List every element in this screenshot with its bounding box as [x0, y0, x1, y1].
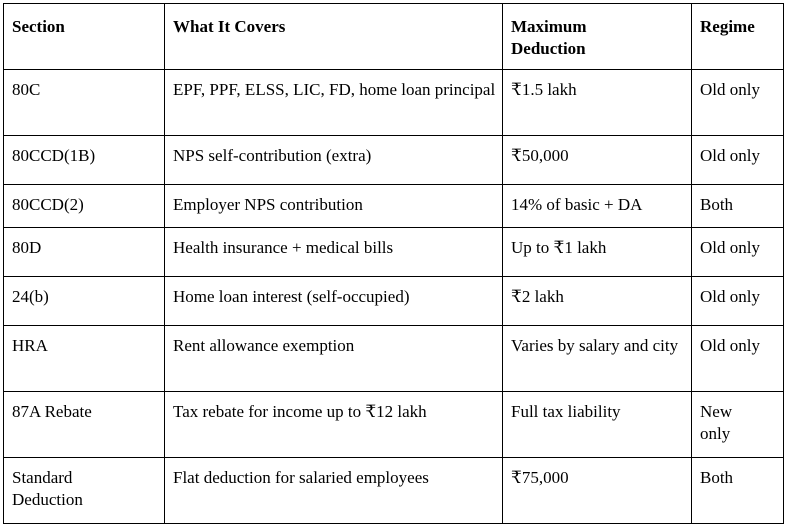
cell-section: 80CCD(2) — [4, 185, 165, 228]
cell-regime: Old only — [692, 326, 784, 392]
table-row — [4, 458, 784, 524]
cell-regime: Both — [692, 458, 784, 524]
cell-covers: Home loan interest (self-occupied) — [165, 277, 503, 326]
table-row — [4, 392, 784, 458]
cell-section: 80C — [4, 70, 165, 136]
table-row — [4, 185, 784, 228]
cell-max-deduction: ₹75,000 — [503, 458, 692, 524]
cell-covers: Health insurance + medical bills — [165, 228, 503, 277]
table-row — [4, 228, 784, 277]
cell-regime: New only — [692, 392, 784, 458]
header-section: Section — [4, 4, 165, 70]
table-row — [4, 136, 784, 185]
cell-regime: Old only — [692, 277, 784, 326]
cell-max-deduction: Varies by salary and city — [503, 326, 692, 392]
cell-covers: Flat deduction for salaried employees — [165, 458, 503, 524]
cell-covers: Tax rebate for income up to ₹12 lakh — [165, 392, 503, 458]
cell-covers: EPF, PPF, ELSS, LIC, FD, home loan principal — [165, 70, 503, 136]
cell-max-deduction: ₹1.5 lakh — [503, 70, 692, 136]
cell-section: 80CCD(1B) — [4, 136, 165, 185]
table-row — [4, 326, 784, 392]
cell-max-deduction: ₹2 lakh — [503, 277, 692, 326]
cell-regime: Old only — [692, 136, 784, 185]
cell-section: 87A Rebate — [4, 392, 165, 458]
cell-section: Standard Deduction — [4, 458, 165, 524]
cell-section: 24(b) — [4, 277, 165, 326]
cell-regime: Old only — [692, 70, 784, 136]
cell-covers: Rent allowance exemption — [165, 326, 503, 392]
cell-max-deduction: Up to ₹1 lakh — [503, 228, 692, 277]
tax-deductions-table — [3, 3, 784, 524]
cell-section: HRA — [4, 326, 165, 392]
header-regime: Regime — [692, 4, 784, 70]
cell-max-deduction: Full tax liability — [503, 392, 692, 458]
cell-regime: Old only — [692, 228, 784, 277]
cell-section: 80D — [4, 228, 165, 277]
table-row — [4, 277, 784, 326]
cell-covers: NPS self-contribution (extra) — [165, 136, 503, 185]
header-maximum-deduction: Maximum Deduction — [503, 4, 692, 70]
table-header-row — [4, 4, 784, 70]
cell-max-deduction: 14% of basic + DA — [503, 185, 692, 228]
cell-covers: Employer NPS contribution — [165, 185, 503, 228]
header-what-it-covers: What It Covers — [165, 4, 503, 70]
cell-max-deduction: ₹50,000 — [503, 136, 692, 185]
cell-regime: Both — [692, 185, 784, 228]
table-row — [4, 70, 784, 136]
